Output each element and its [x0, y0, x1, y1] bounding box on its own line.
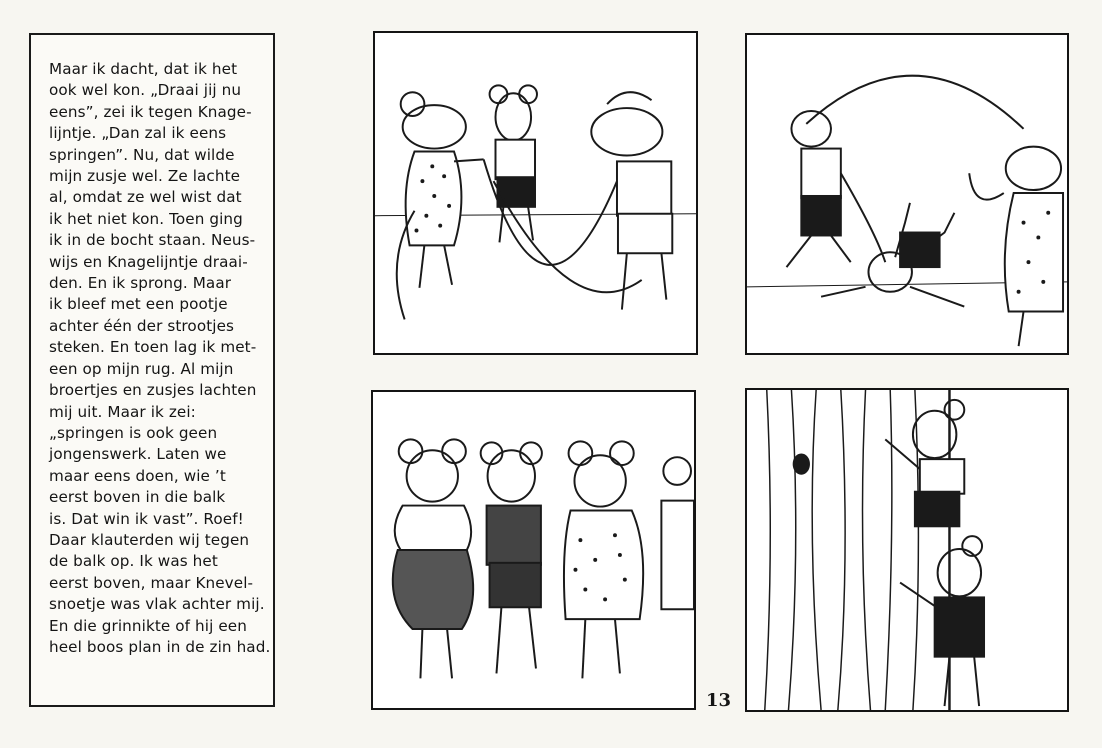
story-line: den. En ik sprong. Maar [49, 274, 232, 293]
illustration-mice-laughing [373, 392, 694, 708]
story-line: heel boos plan in de zin had. [49, 637, 271, 656]
story-line: ik het niet kon. Toen ging [49, 209, 243, 228]
illustration-panel-climbing-beam [745, 388, 1069, 712]
story-text [49, 59, 271, 658]
page-number: 13 [706, 690, 732, 711]
story-line: „springen is ook geen [49, 423, 218, 442]
story-line: mij uit. Maar ik zei: [49, 402, 196, 421]
story-line: broertjes en zusjes lachten [49, 381, 257, 400]
illustration-panel-skipping-rope [373, 31, 698, 355]
illustration-panel-fallen-mouse [745, 33, 1069, 355]
story-line: springen”. Nu, dat wilde [49, 145, 235, 164]
illustration-panel-laughing-mice [371, 390, 696, 710]
story-line: eens”, zei ik tegen Knage- [49, 102, 252, 121]
story-line: is. Dat win ik vast”. Roef! [49, 509, 244, 528]
story-line: En die grinnikte of hij een [49, 616, 247, 635]
story-line: eerst boven in die balk [49, 488, 226, 507]
story-line: Maar ik dacht, dat ik het [49, 60, 238, 78]
story-line: lijntje. „Dan zal ik eens [49, 124, 227, 143]
illustration-mice-climbing [747, 390, 1067, 710]
story-line: maar eens doen, wie ’t [49, 466, 226, 485]
story-line: steken. En toen lag ik met- [49, 338, 257, 357]
story-line: snoetje was vlak achter mij. [49, 595, 265, 614]
story-line: ik bleef met een pootje [49, 295, 228, 314]
story-line: wijs en Knagelijntje draai- [49, 252, 248, 271]
story-text-box [29, 33, 275, 707]
story-line: Daar klauterden wij tegen [49, 530, 250, 549]
illustration-mice-skipping [375, 33, 696, 353]
story-line: eerst boven, maar Knevel- [49, 573, 254, 592]
story-line: jongenswerk. Laten we [49, 445, 227, 464]
story-line: achter één der strootjes [49, 316, 235, 335]
story-line: een op mijn rug. Al mijn [49, 359, 234, 378]
story-line: de balk op. Ik was het [49, 552, 218, 571]
story-line: ik in de bocht staan. Neus- [49, 231, 256, 250]
story-line: al, omdat ze wel wist dat [49, 188, 242, 207]
story-line: ook wel kon. „Draai jij nu [49, 81, 242, 100]
story-line: mijn zusje wel. Ze lachte [49, 167, 241, 186]
illustration-mouse-fallen [747, 35, 1067, 353]
